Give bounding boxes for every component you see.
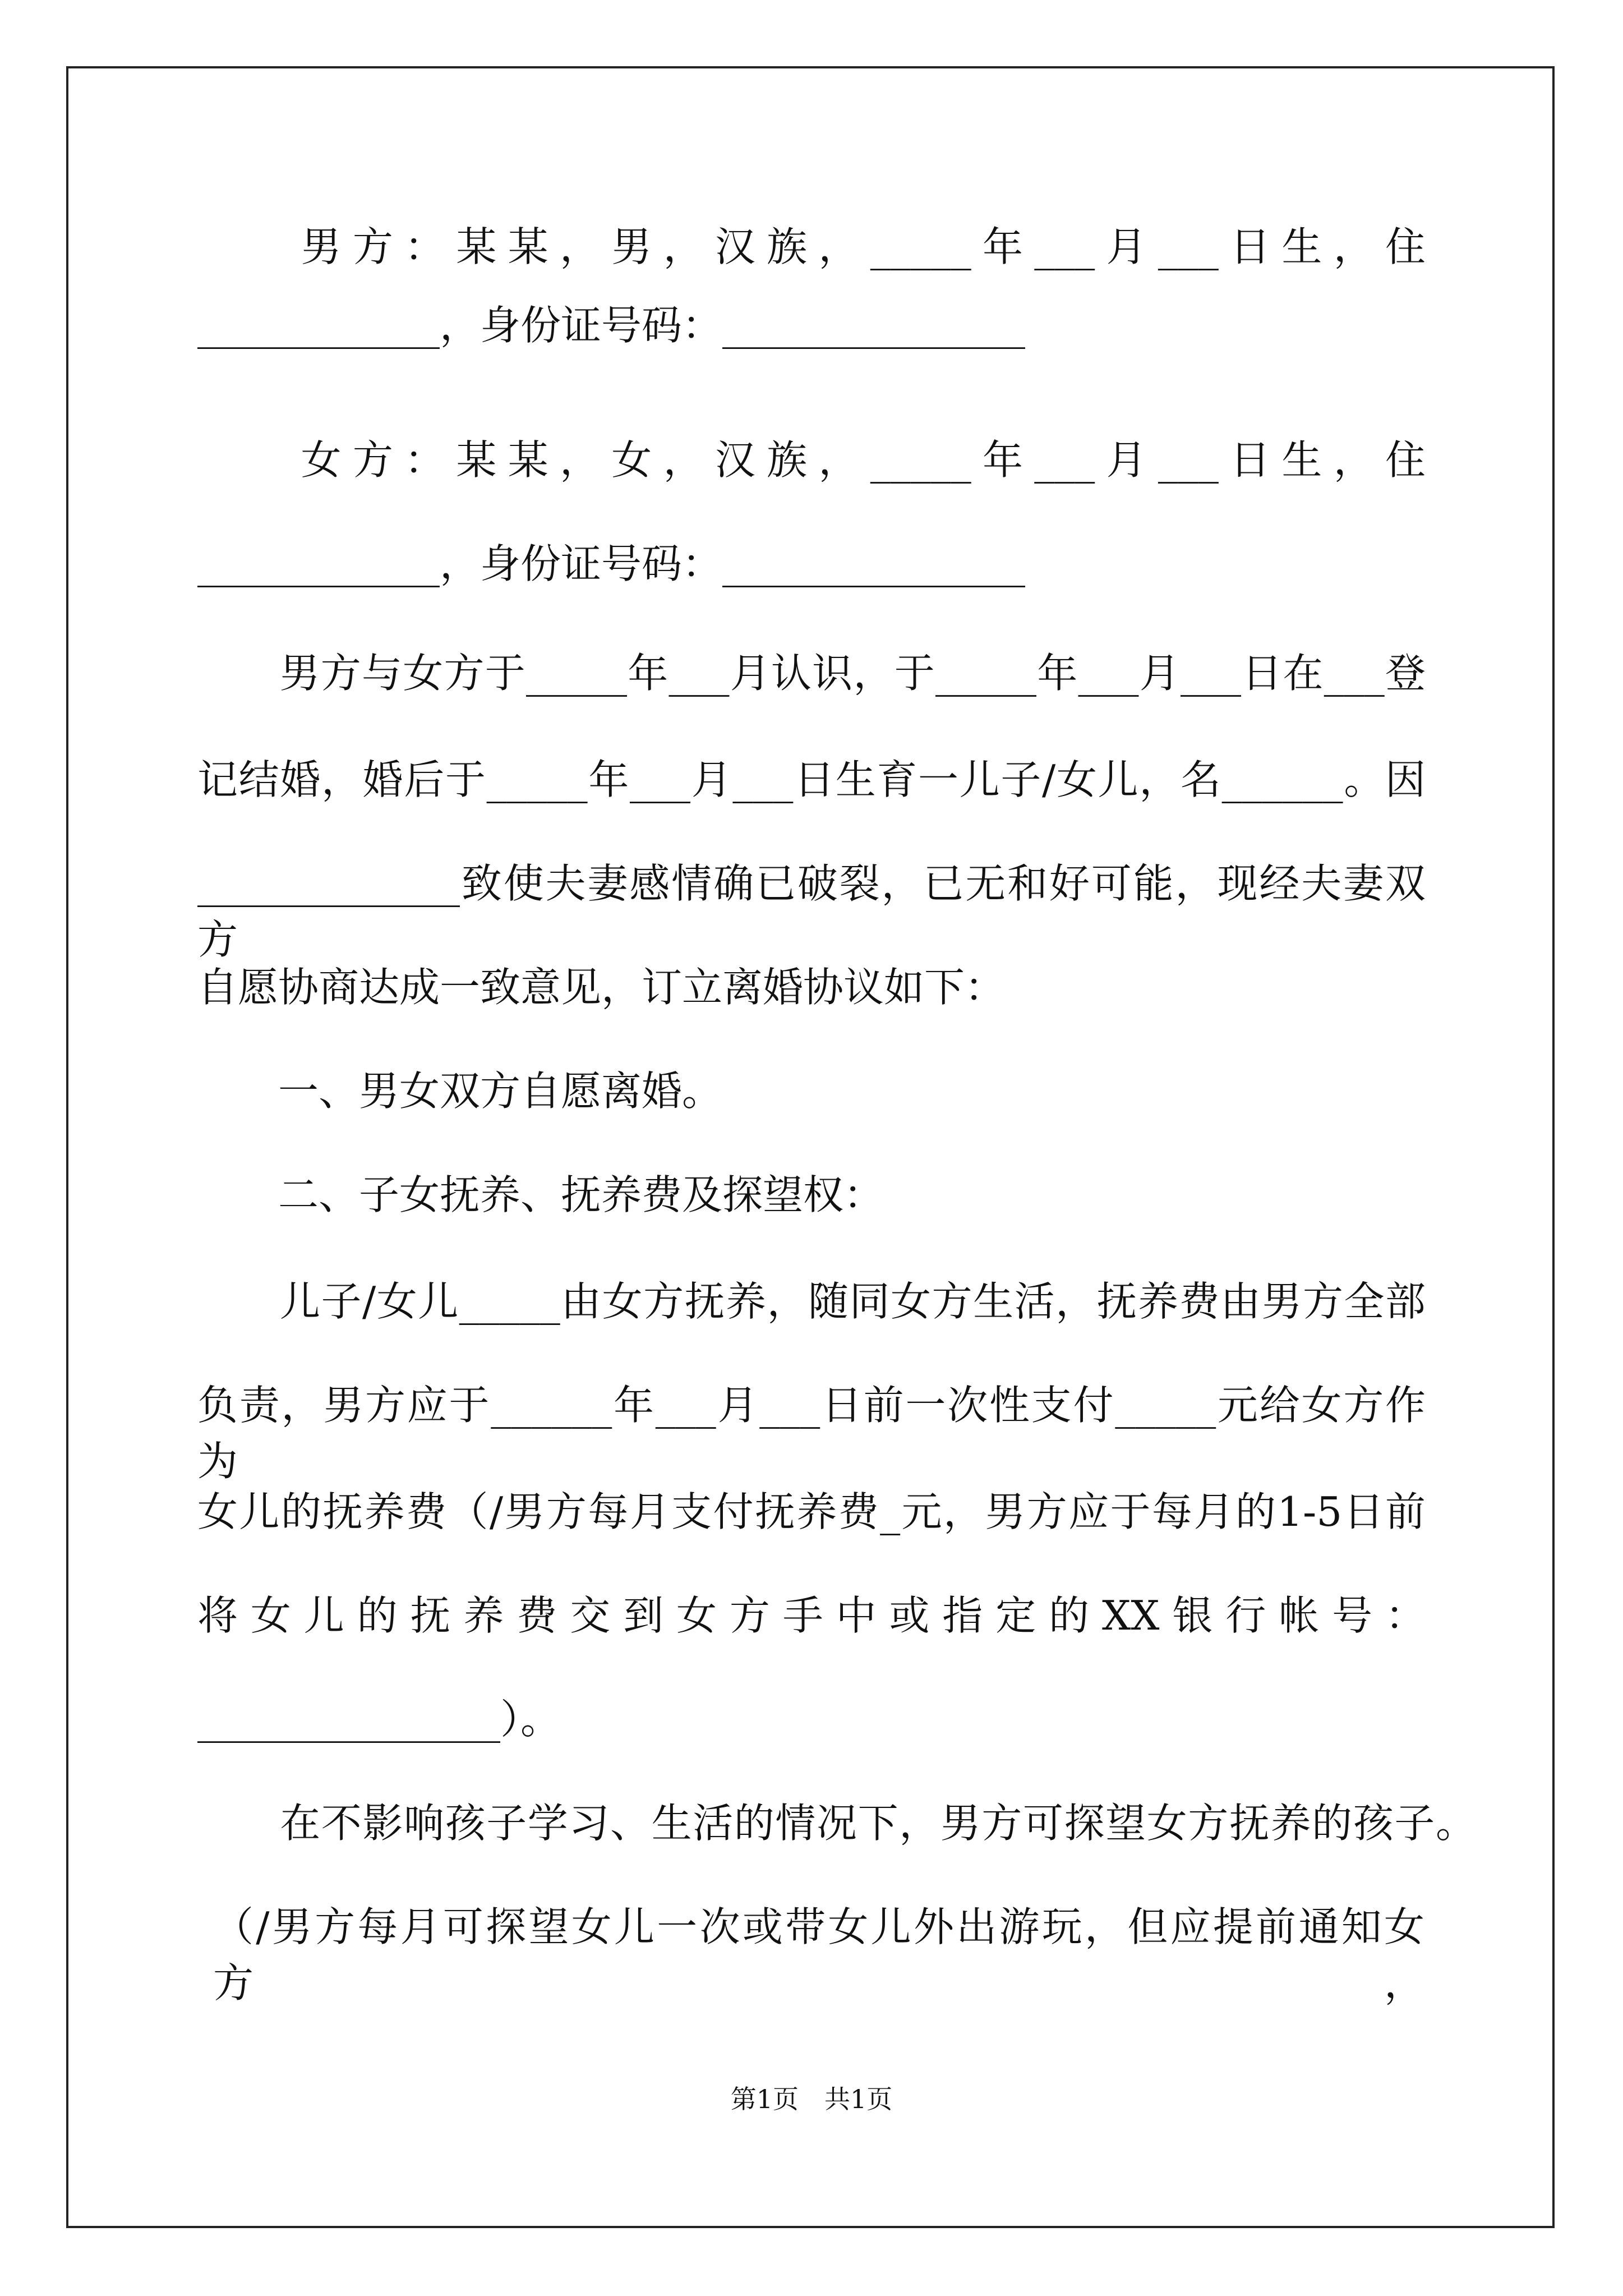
text-line-4: ____________，身份证号码：_______________ bbox=[197, 540, 1026, 587]
text-line-16: 在不影响孩子学习、生活的情况下，男方可探望女方抚养的孩子。 bbox=[197, 1800, 1476, 1847]
text-line-15: _______________）。 bbox=[197, 1696, 561, 1743]
text-line-6: 记结婚，婚后于_____年___月___日生育一儿子/女儿，名______。因 bbox=[197, 756, 1426, 803]
text-line-1: 男方：某某，男，汉族，_____年___月___日生，住 bbox=[197, 223, 1426, 270]
text-line-11: 儿子/女儿_____由女方抚养，随同女方生活，抚养费由男方全部 bbox=[197, 1278, 1426, 1325]
text-line-2: ____________，身份证号码：_______________ bbox=[197, 302, 1026, 349]
text-line-14: 将女儿的抚养费交到女方手中或指定的XX银行帐号： bbox=[197, 1592, 1426, 1639]
text-line-13: 女儿的抚养费（/男方每月支付抚养费_元，男方应于每月的1-5日前 bbox=[197, 1488, 1426, 1535]
text-line-8: 自愿协商达成一致意见，订立离婚协议如下： bbox=[197, 964, 1006, 1011]
text-line-9: 一、男女双方自愿离婚。 bbox=[197, 1068, 723, 1115]
text-line-3: 女方：某某，女，汉族，_____年___月___日生，住 bbox=[197, 436, 1426, 484]
text-line-5: 男方与女方于_____年___月认识，于_____年___月___日在___登 bbox=[197, 650, 1426, 697]
page-number-footer: 第1页 共1页 bbox=[730, 2084, 893, 2114]
text-line-10: 二、子女抚养、抚养费及探望权： bbox=[197, 1171, 884, 1218]
text-line-7: _____________致使夫妻感情确已破裂，已无和好可能，现经夫妻双方 bbox=[197, 860, 1426, 963]
text-line-17: （/男方每月可探望女儿一次或带女儿外出游玩，但应提前通知女方， bbox=[213, 1903, 1424, 2007]
text-line-12: 负责，男方应于______年___月___日前一次性支付_____元给女方作为 bbox=[197, 1382, 1426, 1485]
